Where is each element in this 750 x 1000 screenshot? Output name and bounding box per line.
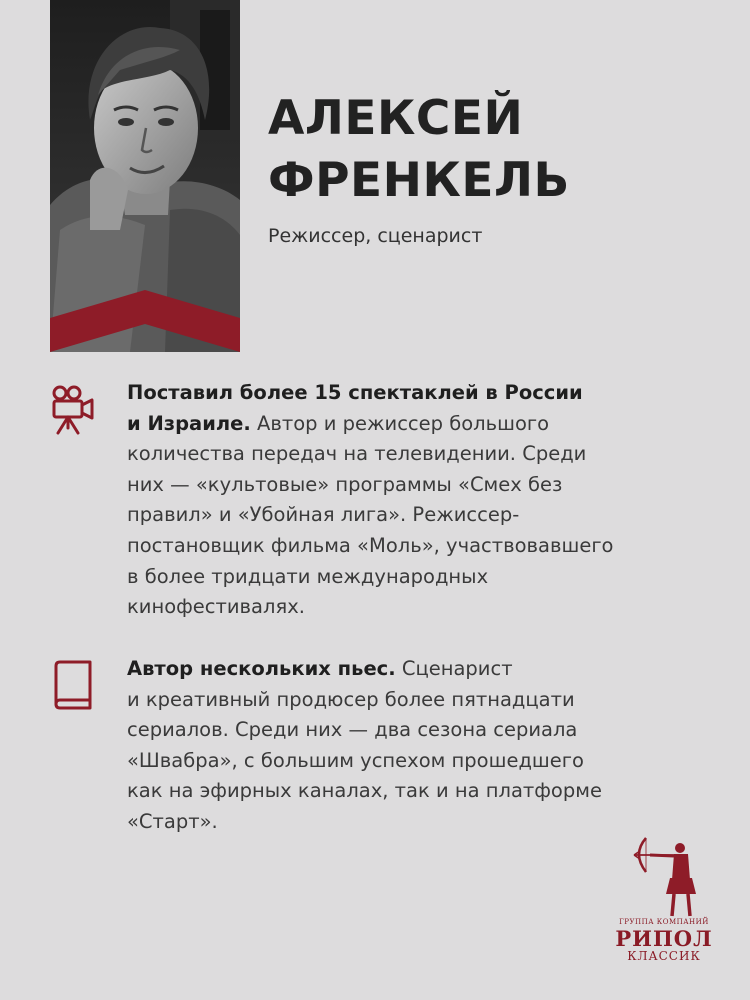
career-theatre-tv-block [127,378,712,623]
text-line: «Старт». [127,809,218,833]
text-line: и креативный продюсер более пятнадцати [127,687,575,711]
publisher-logo [602,832,726,962]
author-name [268,88,570,212]
text-line: «Швабра», с большим успехом прошедшего [127,748,584,772]
logo-brand-name: РИПОЛ [615,926,713,951]
logo-group-label: ГРУППА КОМПАНИЙ [619,918,709,926]
portrait-image [50,0,240,352]
author-portrait [50,0,240,352]
archer-emblem-icon [602,832,726,918]
text-line: правил» и «Убойная лига». Режиссер- [127,503,520,527]
text-line: количества передач на телевидении. Среди [127,442,587,466]
logo-brand-subtitle: КЛАССИК [627,949,701,963]
book-icon [50,660,98,712]
film-camera-icon [50,384,98,436]
author-role: Режиссер, сценарист [268,225,483,247]
text-line: кинофестивалях. [127,595,305,619]
text-line: в более тридцати международных [127,564,489,588]
text-line: сериалов. Среди них — два сезона сериала [127,718,578,742]
career-writing-block [127,654,712,838]
text-line: Автор нескольких пьес. Сценарист [127,657,513,680]
text-line: постановщик фильма «Моль», участвовавшего [127,533,614,557]
author-last-name: ФРЕНКЕЛЬ [268,153,570,208]
author-first-name: АЛЕКСЕЙ [268,91,524,146]
text-line: них — «культовые» программы «Смех без [127,472,563,496]
text-line: и Израиле. Автор и режиссер большого [127,411,550,435]
text-line: Поставил более 15 спектаклей в России [127,381,583,404]
text-line: как на эфирных каналах, так и на платформе [127,779,602,803]
